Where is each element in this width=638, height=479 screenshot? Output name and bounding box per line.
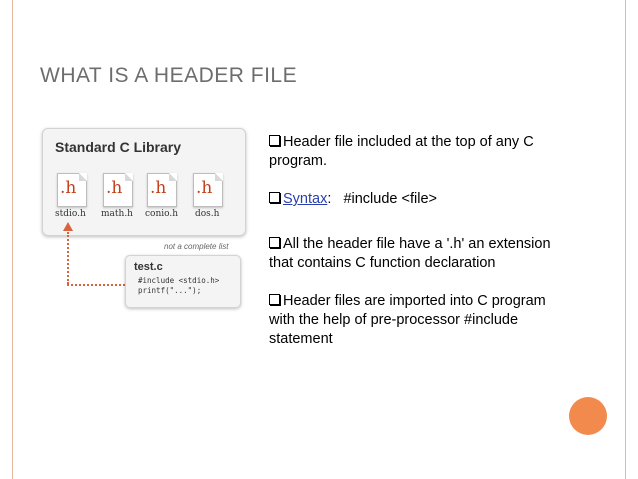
code-snippet: #include <stdio.h> printf("..."); [138, 276, 220, 295]
file-name: stdio.h [55, 209, 86, 219]
header-file-icon: .h [193, 173, 223, 207]
checkbox-bullet-icon [269, 192, 280, 203]
dotted-connector [67, 232, 69, 284]
dotted-connector [67, 284, 125, 286]
checkbox-bullet-icon [269, 237, 280, 248]
standard-library-box [42, 128, 246, 236]
bullet-item: Syntax: #include <file> [269, 190, 569, 209]
header-file-icon: .h [103, 173, 133, 207]
bullet-item: All the header file have a '.h' an extension that contains C function declaration [269, 236, 551, 271]
file-name: math.h [101, 209, 133, 219]
file-name: dos.h [195, 209, 220, 219]
library-title: Standard C Library [55, 139, 182, 155]
file-name: conio.h [145, 209, 179, 219]
accent-circle [569, 397, 607, 435]
checkbox-bullet-icon [269, 135, 280, 146]
diagram-note: not a complete list [164, 242, 229, 251]
test-file-title: test.c [134, 261, 163, 273]
bullet-item: Header files are imported into C program with the help of pre-processor #include statement [269, 293, 546, 347]
checkbox-bullet-icon [269, 294, 280, 305]
arrow-up-icon [63, 222, 73, 231]
bullet-item: Header file included at the top of any C program. [269, 134, 534, 169]
header-file-icon: .h [147, 173, 177, 207]
slide-title: WHAT IS A HEADER FILE [40, 64, 298, 87]
test-file-box [125, 255, 241, 308]
header-file-icon: .h [57, 173, 87, 207]
bullet-list [269, 133, 569, 368]
